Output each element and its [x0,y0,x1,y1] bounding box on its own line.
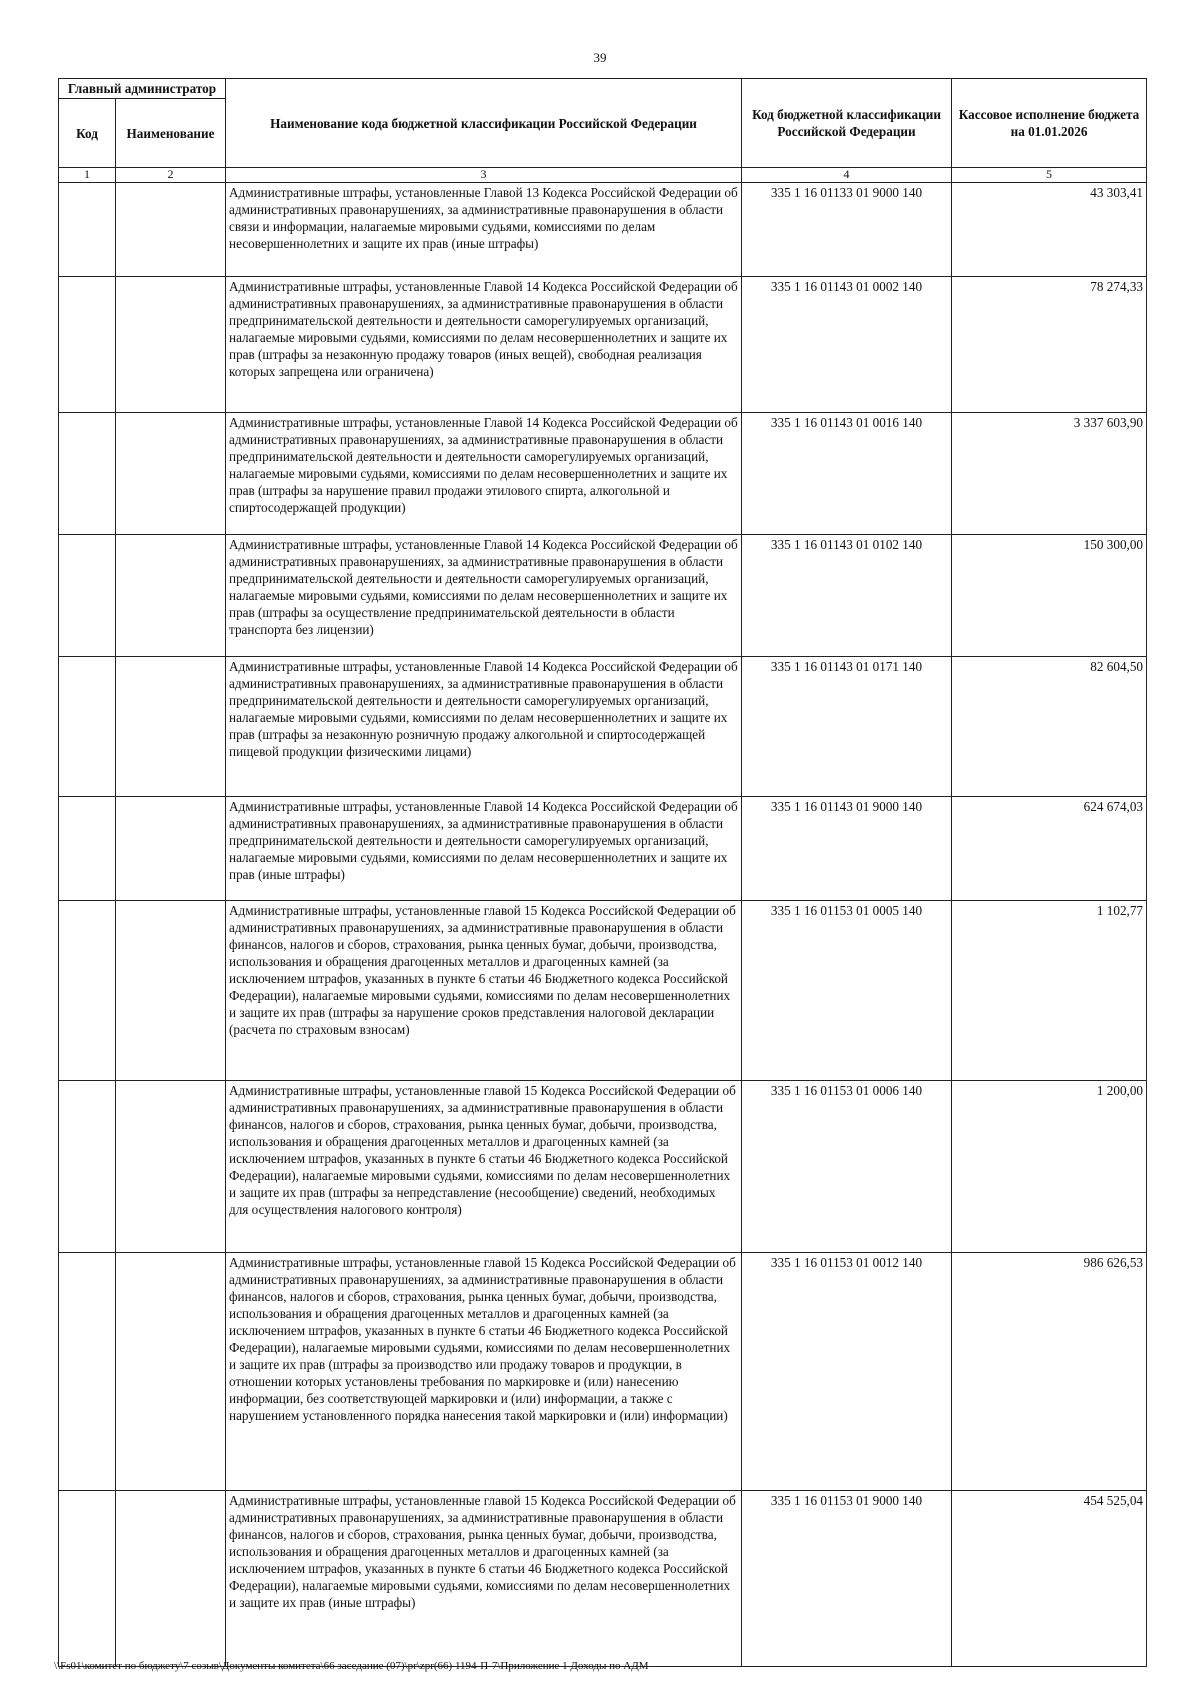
kbk-code: 335 1 16 01143 01 9000 140 [742,797,952,901]
kbk-description: Административные штрафы, установленные главой 15 Кодекса Российской Федерации об административных правонарушениях, за административные правонарушения в области финансов, налогов и сборов, страхования, рынка ценных бумаг, добычи, производства, использования и обращения драгоценных металлов и драгоценных камней (за исключением штрафов, указанных в пункте 6 статьи 46 Бюджетного кодекса Российской Федерации), налагаемые мировыми судьями, комиссиями по делам несовершеннолетних и защите их прав (штрафы за производство или продажу товаров и продукции, в отношении которых установлены требования по маркировке и (или) нанесению информации, без соответствующей маркировки и (или) информации, а также с нарушением установленного порядка нанесения такой маркировки и (или) информации) [226,1253,742,1491]
column-number-row [59,168,1147,183]
kbk-code: 335 1 16 01153 01 0006 140 [742,1081,952,1253]
kbk-code: 335 1 16 01143 01 0016 140 [742,413,952,535]
admin-name-cell [116,1491,226,1667]
table-row [59,535,1147,657]
cash-execution-amount: 150 300,00 [952,535,1147,657]
table-row [59,797,1147,901]
admin-code-cell [59,1081,116,1253]
kbk-description: Административные штрафы, установленные Главой 14 Кодекса Российской Федерации об административных правонарушениях, за административные правонарушения в области предпринимательской деятельности и деятельности саморегулируемых организаций, налагаемые мировыми судьями, комиссиями по делам несовершеннолетних и защите их прав (штрафы за осуществление предпринимательской деятельности в области транспорта без лицензии) [226,535,742,657]
kbk-code: 335 1 16 01143 01 0002 140 [742,277,952,413]
kbk-description: Административные штрафы, установленные Главой 13 Кодекса Российской Федерации об административных правонарушениях, за административные правонарушения в области связи и информации, налагаемые мировыми судьями, комиссиями по делам несовершеннолетних и защите их прав (иные штрафы) [226,183,742,277]
column-number: 3 [226,168,742,183]
admin-code-cell [59,1491,116,1667]
table-row [59,183,1147,277]
admin-code-cell [59,183,116,277]
cash-execution-amount: 624 674,03 [952,797,1147,901]
cash-execution-amount: 1 200,00 [952,1081,1147,1253]
table-row [59,277,1147,413]
header-cash-execution [952,79,1147,168]
table-row [59,1253,1147,1491]
kbk-description: Административные штрафы, установленные Главой 14 Кодекса Российской Федерации об административных правонарушениях, за административные правонарушения в области предпринимательской деятельности и деятельности саморегулируемых организаций, налагаемые мировыми судьями, комиссиями по делам несовершеннолетних и защите их прав (иные штрафы) [226,797,742,901]
admin-name-cell [116,277,226,413]
header-kbk-code: Код бюджетной классификации Российской Федерации [742,79,952,168]
admin-name-cell [116,413,226,535]
kbk-description: Административные штрафы, установленные главой 15 Кодекса Российской Федерации об административных правонарушениях, за административные правонарушения в области финансов, налогов и сборов, страхования, рынка ценных бумаг, добычи, производства, использования и обращения драгоценных металлов и драгоценных камней (за исключением штрафов, указанных в пункте 6 статьи 46 Бюджетного кодекса Российской Федерации), налагаемые мировыми судьями, комиссиями по делам несовершеннолетних и защите их прав (иные штрафы) [226,1491,742,1667]
cash-execution-amount: 986 626,53 [952,1253,1147,1491]
admin-code-cell [59,797,116,901]
header-code: Код [59,99,116,168]
column-number: 2 [116,168,226,183]
kbk-description: Административные штрафы, установленные главой 15 Кодекса Российской Федерации об административных правонарушениях, за административные правонарушения в области финансов, налогов и сборов, страхования, рынка ценных бумаг, добычи, производства, использования и обращения драгоценных металлов и драгоценных камней (за исключением штрафов, указанных в пункте 6 статьи 46 Бюджетного кодекса Российской Федерации), налагаемые мировыми судьями, комиссиями по делам несовершеннолетних и защите их прав (штрафы за нарушение сроков представления налоговой декларации (расчета по страховым взносам) [226,901,742,1081]
admin-code-cell [59,535,116,657]
header-chief-administrator: Главный администратор [59,79,226,99]
table-row [59,657,1147,797]
cash-execution-amount: 78 274,33 [952,277,1147,413]
header-cash-execution-label: Кассовое исполнение бюджета [958,107,1140,122]
kbk-description: Административные штрафы, установленные Главой 14 Кодекса Российской Федерации об административных правонарушениях, за административные правонарушения в области предпринимательской деятельности и деятельности саморегулируемых организаций, налагаемые мировыми судьями, комиссиями по делам несовершеннолетних и защите их прав (штрафы за незаконную розничную продажу алкогольной и спиртосодержащей пищевой продукции физическими лицами) [226,657,742,797]
admin-code-cell [59,277,116,413]
admin-code-cell [59,901,116,1081]
column-number: 4 [742,168,952,183]
column-number: 5 [952,168,1147,183]
file-path-footer: \\Fs01\комитет по бюджету\7 созыв\Документы комитета\66 заседание (07)\pr\zpr(66) 1194-П-7\Приложение 1 Доходы по АДМ [54,1660,649,1672]
header-name: Наименование [116,99,226,168]
kbk-description: Административные штрафы, установленные Главой 14 Кодекса Российской Федерации об административных правонарушениях, за административные правонарушения в области предпринимательской деятельности и деятельности саморегулируемых организаций, налагаемые мировыми судьями, комиссиями по делам несовершеннолетних и защите их прав (штрафы за нарушение правил продажи этилового спирта, алкогольной и спиртосодержащей продукции) [226,413,742,535]
cash-execution-amount: 1 102,77 [952,901,1147,1081]
table-row [59,413,1147,535]
cash-execution-amount: 454 525,04 [952,1491,1147,1667]
kbk-code: 335 1 16 01143 01 0102 140 [742,535,952,657]
table-row [59,1491,1147,1667]
kbk-code: 335 1 16 01153 01 9000 140 [742,1491,952,1667]
kbk-description: Административные штрафы, установленные Главой 14 Кодекса Российской Федерации об административных правонарушениях, за административные правонарушения в области предпринимательской деятельности и деятельности саморегулируемых организаций, налагаемые мировыми судьями, комиссиями по делам несовершеннолетних и защите их прав (штрафы за незаконную продажу товаров (иных вещей), свободная реализация которых запрещена или ограничена) [226,277,742,413]
table-row [59,901,1147,1081]
table-row [59,1081,1147,1253]
kbk-code: 335 1 16 01133 01 9000 140 [742,183,952,277]
kbk-code: 335 1 16 01143 01 0171 140 [742,657,952,797]
column-number: 1 [59,168,116,183]
kbk-code: 335 1 16 01153 01 0012 140 [742,1253,952,1491]
cash-execution-amount: 82 604,50 [952,657,1147,797]
kbk-description: Административные штрафы, установленные главой 15 Кодекса Российской Федерации об административных правонарушениях, за административные правонарушения в области финансов, налогов и сборов, страхования, рынка ценных бумаг, добычи, производства, использования и обращения драгоценных металлов и драгоценных камней (за исключением штрафов, указанных в пункте 6 статьи 46 Бюджетного кодекса Российской Федерации), налагаемые мировыми судьями, комиссиями по делам несовершеннолетних и защите их прав (штрафы за непредставление (несообщение) сведений, необходимых для осуществления налогового контроля) [226,1081,742,1253]
admin-name-cell [116,1081,226,1253]
cash-execution-amount: 3 337 603,90 [952,413,1147,535]
header-kbk-name: Наименование кода бюджетной классификации Российской Федерации [226,79,742,168]
cash-execution-amount: 43 303,41 [952,183,1147,277]
admin-code-cell [59,1253,116,1491]
admin-name-cell [116,901,226,1081]
kbk-code: 335 1 16 01153 01 0005 140 [742,901,952,1081]
admin-code-cell [59,657,116,797]
admin-name-cell [116,183,226,277]
admin-name-cell [116,535,226,657]
admin-name-cell [116,657,226,797]
header-cash-execution-date: на 01.01.2026 [1010,124,1088,139]
admin-code-cell [59,413,116,535]
admin-name-cell [116,797,226,901]
page-number: 39 [593,50,607,65]
budget-revenue-table [58,78,1147,1667]
admin-name-cell [116,1253,226,1491]
